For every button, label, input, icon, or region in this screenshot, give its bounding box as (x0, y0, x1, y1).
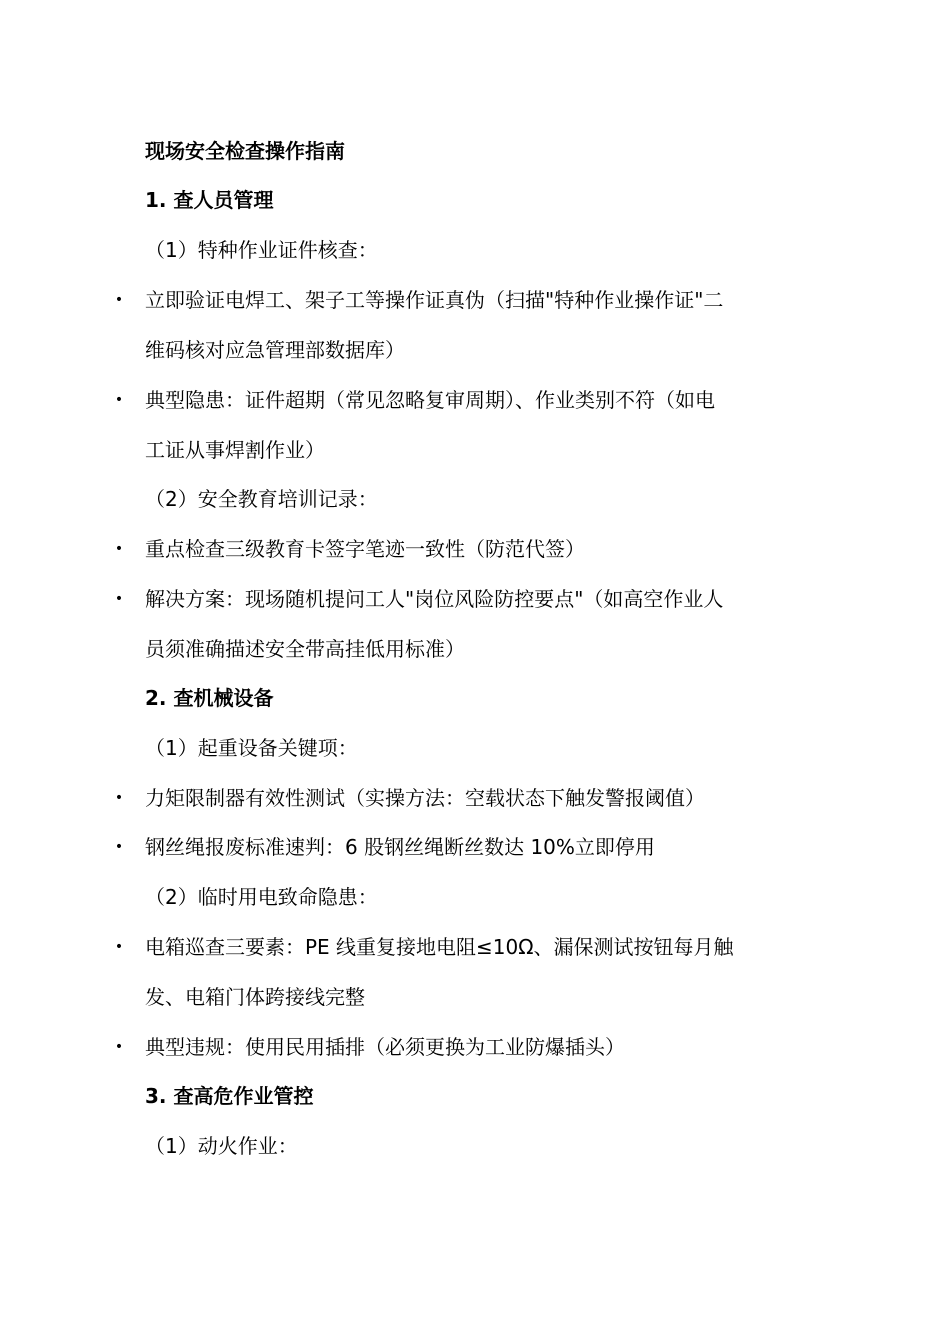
section-heading-high-risk: 3. 查高危作业管控 (145, 1084, 314, 1108)
bullet-icon: • (114, 939, 124, 955)
list-item-solution-cont: 员须准确描述安全带高挂低用标准） (145, 637, 465, 661)
list-item-typical-hazards: 典型隐患：证件超期（常见忽略复审周期）、作业类别不符（如电 (145, 388, 715, 412)
bullet-icon: • (114, 591, 124, 607)
bullet-icon: • (114, 1039, 124, 1055)
list-item-torque-limiter: 力矩限制器有效性测试（实操方法：空载状态下触发警报阈值） (145, 786, 705, 810)
section-heading-machinery: 2. 查机械设备 (145, 686, 274, 710)
subsection-training-records: （2）安全教育培训记录： (145, 487, 378, 511)
list-item-typical-violation: 典型违规：使用民用插排（必须更换为工业防爆插头） (145, 1035, 625, 1059)
document-title: 现场安全检查操作指南 (145, 139, 345, 163)
bullet-icon: • (114, 839, 124, 855)
subsection-temporary-power: （2）临时用电致命隐患： (145, 885, 378, 909)
subsection-certificate-check: （1）特种作业证件核查： (145, 238, 378, 262)
list-item-solution: 解决方案：现场随机提问工人"岗位风险防控要点"（如高空作业人 (145, 587, 724, 611)
list-item-typical-hazards-cont: 工证从事焊割作业） (145, 438, 325, 462)
bullet-icon: • (114, 790, 124, 806)
list-item-signature-check: 重点检查三级教育卡签字笔迹一致性（防范代签） (145, 537, 585, 561)
bullet-icon: • (114, 292, 124, 308)
list-item-wire-rope: 钢丝绳报废标准速判：6 股钢丝绳断丝数达 10%立即停用 (145, 835, 655, 859)
list-item-electrical-box: 电箱巡查三要素：PE 线重复接地电阻≤10Ω、漏保测试按钮每月触 (145, 935, 734, 959)
subsection-hot-work: （1）动火作业： (145, 1134, 298, 1158)
bullet-icon: • (114, 541, 124, 557)
section-heading-personnel: 1. 查人员管理 (145, 188, 274, 212)
list-item-verify-certificates-cont: 维码核对应急管理部数据库） (145, 338, 405, 362)
list-item-verify-certificates: 立即验证电焊工、架子工等操作证真伪（扫描"特种作业操作证"二 (145, 288, 724, 312)
list-item-electrical-box-cont: 发、电箱门体跨接线完整 (145, 985, 365, 1009)
subsection-lifting-equipment: （1）起重设备关键项： (145, 736, 358, 760)
bullet-icon: • (114, 392, 124, 408)
